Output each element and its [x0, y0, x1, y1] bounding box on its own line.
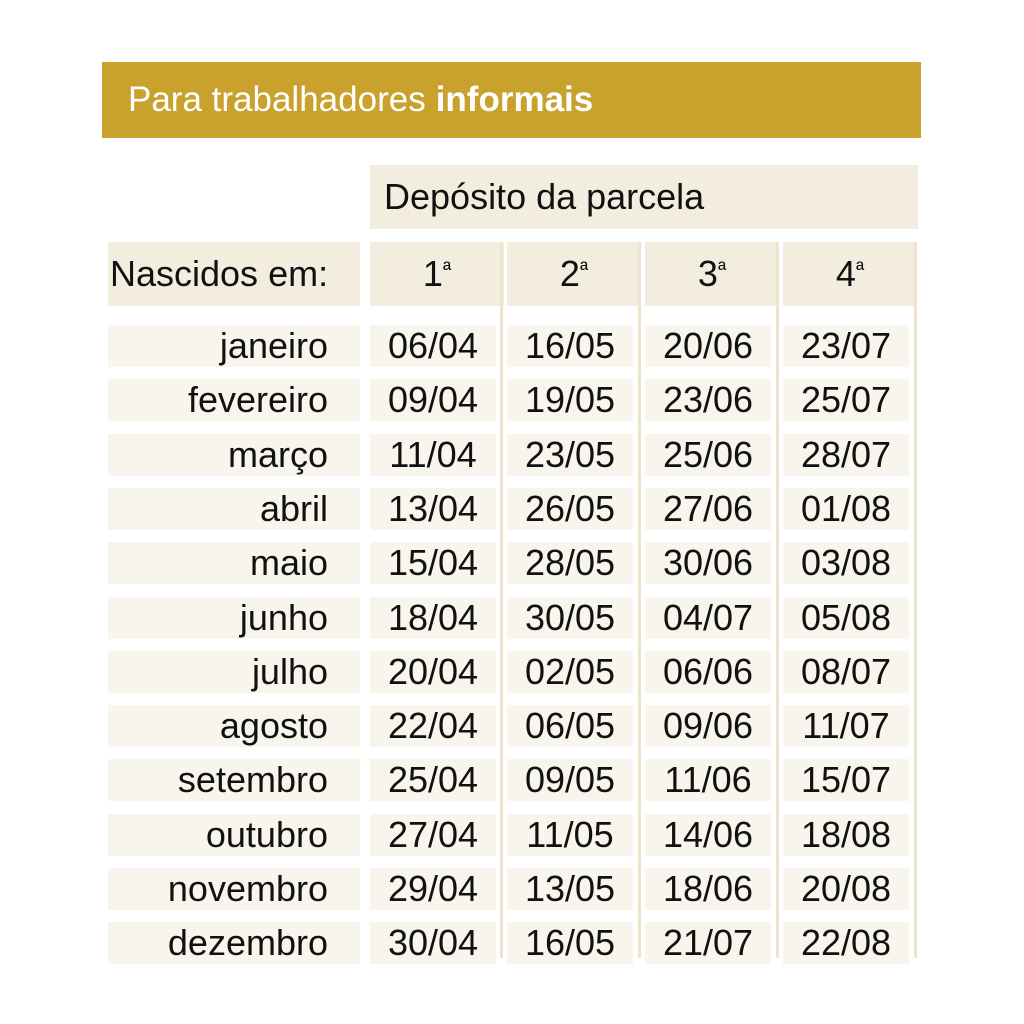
born-header: Nascidos em:: [108, 242, 360, 306]
date-cell: 21/07: [662, 922, 754, 963]
date-cell: 18/04: [387, 597, 479, 638]
date-cell: 25/07: [800, 379, 892, 420]
date-cell: 30/06: [662, 542, 754, 583]
date-cell: 18/06: [662, 868, 754, 909]
date-cell: 16/05: [524, 922, 616, 963]
table-row: [0, 379, 1024, 421]
column-header-3: [645, 242, 779, 306]
date-cell: 26/05: [524, 488, 616, 529]
table-row: [0, 434, 1024, 476]
table-row: [0, 868, 1024, 910]
date-cell: 27/04: [387, 814, 479, 855]
column-header-2: [507, 242, 641, 306]
column-header-1: [370, 242, 504, 306]
table-row: [0, 488, 1024, 530]
date-cell: 11/04: [389, 434, 477, 475]
table-row: [0, 542, 1024, 584]
date-cell: 28/05: [524, 542, 616, 583]
date-cell: 23/07: [800, 325, 892, 366]
month-label: julho: [251, 651, 328, 692]
month-label: outubro: [205, 814, 328, 855]
month-label: dezembro: [167, 922, 328, 963]
date-cell: 11/05: [526, 814, 614, 855]
date-cell: 22/08: [800, 922, 892, 963]
date-cell: 28/07: [800, 434, 892, 475]
title-bar: [102, 62, 921, 138]
column-ordinal: ª: [855, 257, 865, 282]
date-cell: 04/07: [662, 597, 754, 638]
column-ordinal: ª: [717, 257, 727, 282]
date-cell: 30/04: [387, 922, 479, 963]
date-cell: 14/06: [662, 814, 754, 855]
month-label: junho: [239, 597, 328, 638]
column-number: 4: [835, 253, 856, 294]
deposit-header: Depósito da parcela: [370, 165, 918, 229]
date-cell: 20/08: [800, 868, 892, 909]
table-row: [0, 651, 1024, 693]
date-cell: 03/08: [800, 542, 892, 583]
table-row: [0, 325, 1024, 367]
column-number: 3: [697, 253, 718, 294]
date-cell: 19/05: [524, 379, 616, 420]
date-cell: 02/05: [524, 651, 616, 692]
date-cell: 08/07: [800, 651, 892, 692]
date-cell: 06/04: [387, 325, 479, 366]
column-ordinal: ª: [442, 257, 452, 282]
date-cell: 29/04: [387, 868, 479, 909]
date-cell: 30/05: [524, 597, 616, 638]
column-ordinal: ª: [579, 257, 589, 282]
date-cell: 05/08: [800, 597, 892, 638]
table-row: [0, 814, 1024, 856]
date-cell: 09/06: [662, 705, 754, 746]
date-cell: 15/07: [800, 759, 892, 800]
date-cell: 06/05: [524, 705, 616, 746]
month-label: abril: [259, 488, 328, 529]
date-cell: 23/05: [524, 434, 616, 475]
table-row: [0, 705, 1024, 747]
date-cell: 11/07: [802, 705, 890, 746]
date-cell: 06/06: [662, 651, 754, 692]
date-cell: 16/05: [524, 325, 616, 366]
date-cell: 15/04: [387, 542, 479, 583]
title-bold: informais: [435, 80, 594, 119]
date-cell: 13/05: [524, 868, 616, 909]
date-cell: 09/04: [387, 379, 479, 420]
month-label: setembro: [177, 759, 328, 800]
month-label: fevereiro: [187, 379, 328, 420]
date-cell: 27/06: [662, 488, 754, 529]
date-cell: 23/06: [662, 379, 754, 420]
date-cell: 11/06: [664, 759, 752, 800]
month-label: agosto: [219, 705, 328, 746]
date-cell: 13/04: [387, 488, 479, 529]
date-cell: 01/08: [800, 488, 892, 529]
table-row: [0, 922, 1024, 964]
table-row: [0, 759, 1024, 801]
date-cell: 20/06: [662, 325, 754, 366]
column-number: 1: [422, 253, 443, 294]
date-cell: 20/04: [387, 651, 479, 692]
column-number: 2: [559, 253, 580, 294]
date-cell: 25/06: [662, 434, 754, 475]
title-prefix: Para trabalhadores: [128, 80, 426, 119]
date-cell: 25/04: [387, 759, 479, 800]
month-label: maio: [249, 542, 328, 583]
month-label: janeiro: [219, 325, 328, 366]
date-cell: 22/04: [387, 705, 479, 746]
column-header-4: [783, 242, 917, 306]
table-row: [0, 597, 1024, 639]
month-label: novembro: [167, 868, 328, 909]
month-label: março: [227, 434, 328, 475]
date-cell: 09/05: [524, 759, 616, 800]
date-cell: 18/08: [800, 814, 892, 855]
